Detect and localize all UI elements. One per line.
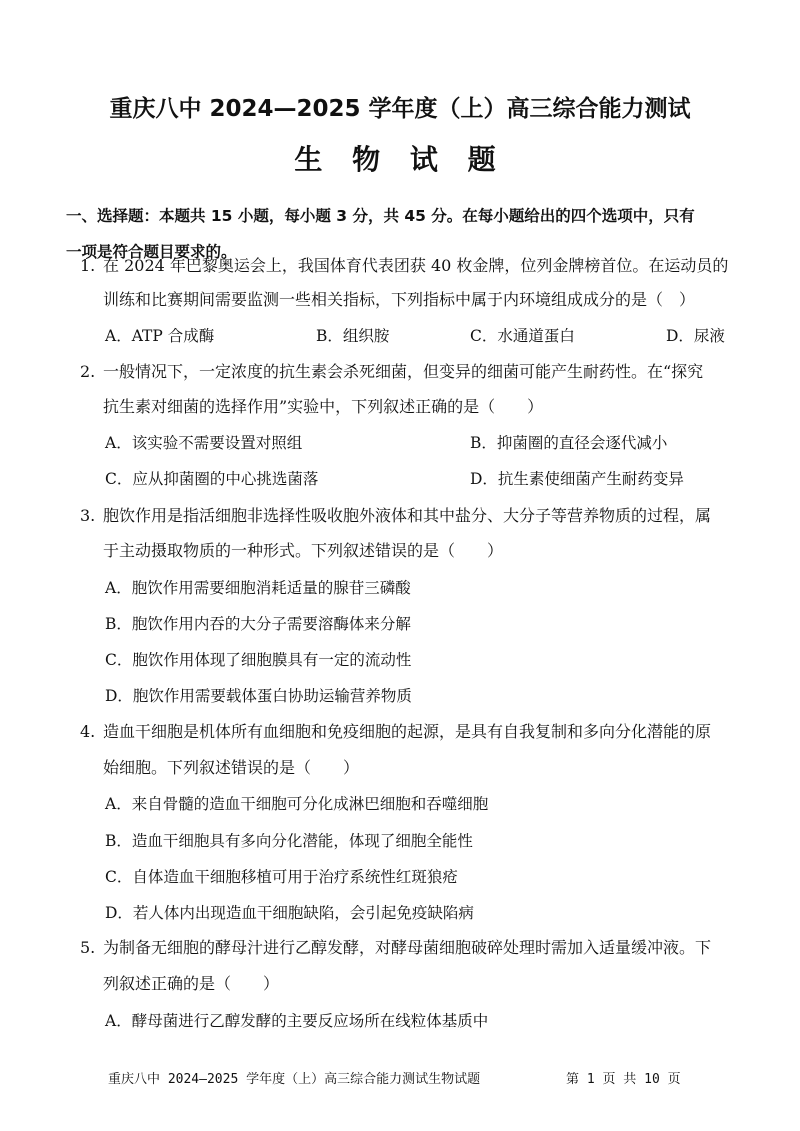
- footer-exam-name: 重庆八中 2024—2025 学年度（上）高三综合能力测试生物试题: [108, 1072, 481, 1087]
- question-5-number: 5.: [80, 938, 96, 957]
- question-1-text-line-2: 训练和比赛期间需要监测一些相关指标，下列指标中属于内环境组成成分的是（ ）: [103, 290, 696, 309]
- question-4-option-d: D．若人体内出现造血干细胞缺陷，会引起免疫缺陷病: [105, 904, 474, 922]
- footer-page-number: 第 1 页 共 10 页: [566, 1072, 681, 1087]
- question-1-option-c: C．水通道蛋白: [470, 327, 575, 345]
- question-1-option-b: B．组织胺: [316, 327, 390, 345]
- question-5-option-a: A．酵母菌进行乙醇发酵的主要反应场所在线粒体基质中: [105, 1012, 489, 1030]
- question-3-option-a: A．胞饮作用需要细胞消耗适量的腺苷三磷酸: [105, 579, 411, 597]
- question-1-number: 1.: [80, 256, 96, 275]
- question-4-option-c: C．自体造血干细胞移植可用于治疗系统性红斑狼疮: [105, 868, 458, 886]
- section-instructions-line-1: 一、选择题：本题共 15 小题，每小题 3 分，共 45 分。在每小题给出的四个选项中，只有: [66, 207, 695, 225]
- question-2-option-b: B．抑菌圈的直径会逐代减小: [470, 434, 668, 452]
- exam-subject-title: 生 物 试 题: [294, 143, 506, 176]
- question-4-text-line-2: 始细胞。下列叙述错误的是（ ）: [103, 758, 360, 777]
- question-2-text-line-2: 抗生素对细菌的选择作用”实验中，下列叙述正确的是（ ）: [103, 397, 544, 416]
- question-2-option-c: C．应从抑菌圈的中心挑选菌落: [105, 470, 319, 488]
- question-3-text-line-2: 于主动摄取物质的一种形式。下列叙述错误的是（ ）: [103, 541, 504, 560]
- question-1-option-d: D．尿液: [666, 327, 725, 345]
- question-3-number: 3.: [80, 506, 96, 525]
- question-2-option-d: D．抗生素使细菌产生耐药变异: [470, 470, 684, 488]
- question-2-number: 2.: [80, 362, 96, 381]
- question-4-option-a: A．来自骨髓的造血干细胞可分化成淋巴细胞和吞噬细胞: [105, 795, 489, 813]
- question-5-text-line-2: 列叙述正确的是（ ）: [103, 974, 280, 993]
- question-4-number: 4.: [80, 722, 96, 741]
- question-3-text-line-1: 胞饮作用是指活细胞非选择性吸收胞外液体和其中盐分、大分子等营养物质的过程，属: [103, 506, 712, 525]
- exam-title: 重庆八中 2024—2025 学年度（上）高三综合能力测试: [109, 96, 691, 122]
- question-2-text-line-1: 一般情况下，一定浓度的抗生素会杀死细菌，但变异的细菌可能产生耐药性。在“探究: [103, 362, 704, 381]
- question-2-option-a: A．该实验不需要设置对照组: [105, 434, 303, 452]
- question-3-option-b: B．胞饮作用内吞的大分子需要溶酶体来分解: [105, 615, 411, 633]
- question-1-text-line-1: 在 2024 年巴黎奥运会上，我国体育代表团获 40 枚金牌，位列金牌榜首位。在运动员的: [103, 256, 729, 275]
- question-5-text-line-1: 为制备无细胞的酵母汁进行乙醇发酵，对酵母菌细胞破碎处理时需加入适量缓冲液。下: [103, 938, 712, 957]
- question-4-text-line-1: 造血干细胞是机体所有血细胞和免疫细胞的起源，是具有自我复制和多向分化潜能的原: [103, 722, 712, 741]
- question-3-option-c: C．胞饮作用体现了细胞膜具有一定的流动性: [105, 651, 412, 669]
- question-1-option-a: A．ATP 合成酶: [105, 327, 215, 345]
- question-3-option-d: D．胞饮作用需要载体蛋白协助运输营养物质: [105, 687, 412, 705]
- question-4-option-b: B．造血干细胞具有多向分化潜能，体现了细胞全能性: [105, 832, 473, 850]
- section-instructions-line-2: 一项是符合题目要求的。: [66, 243, 237, 261]
